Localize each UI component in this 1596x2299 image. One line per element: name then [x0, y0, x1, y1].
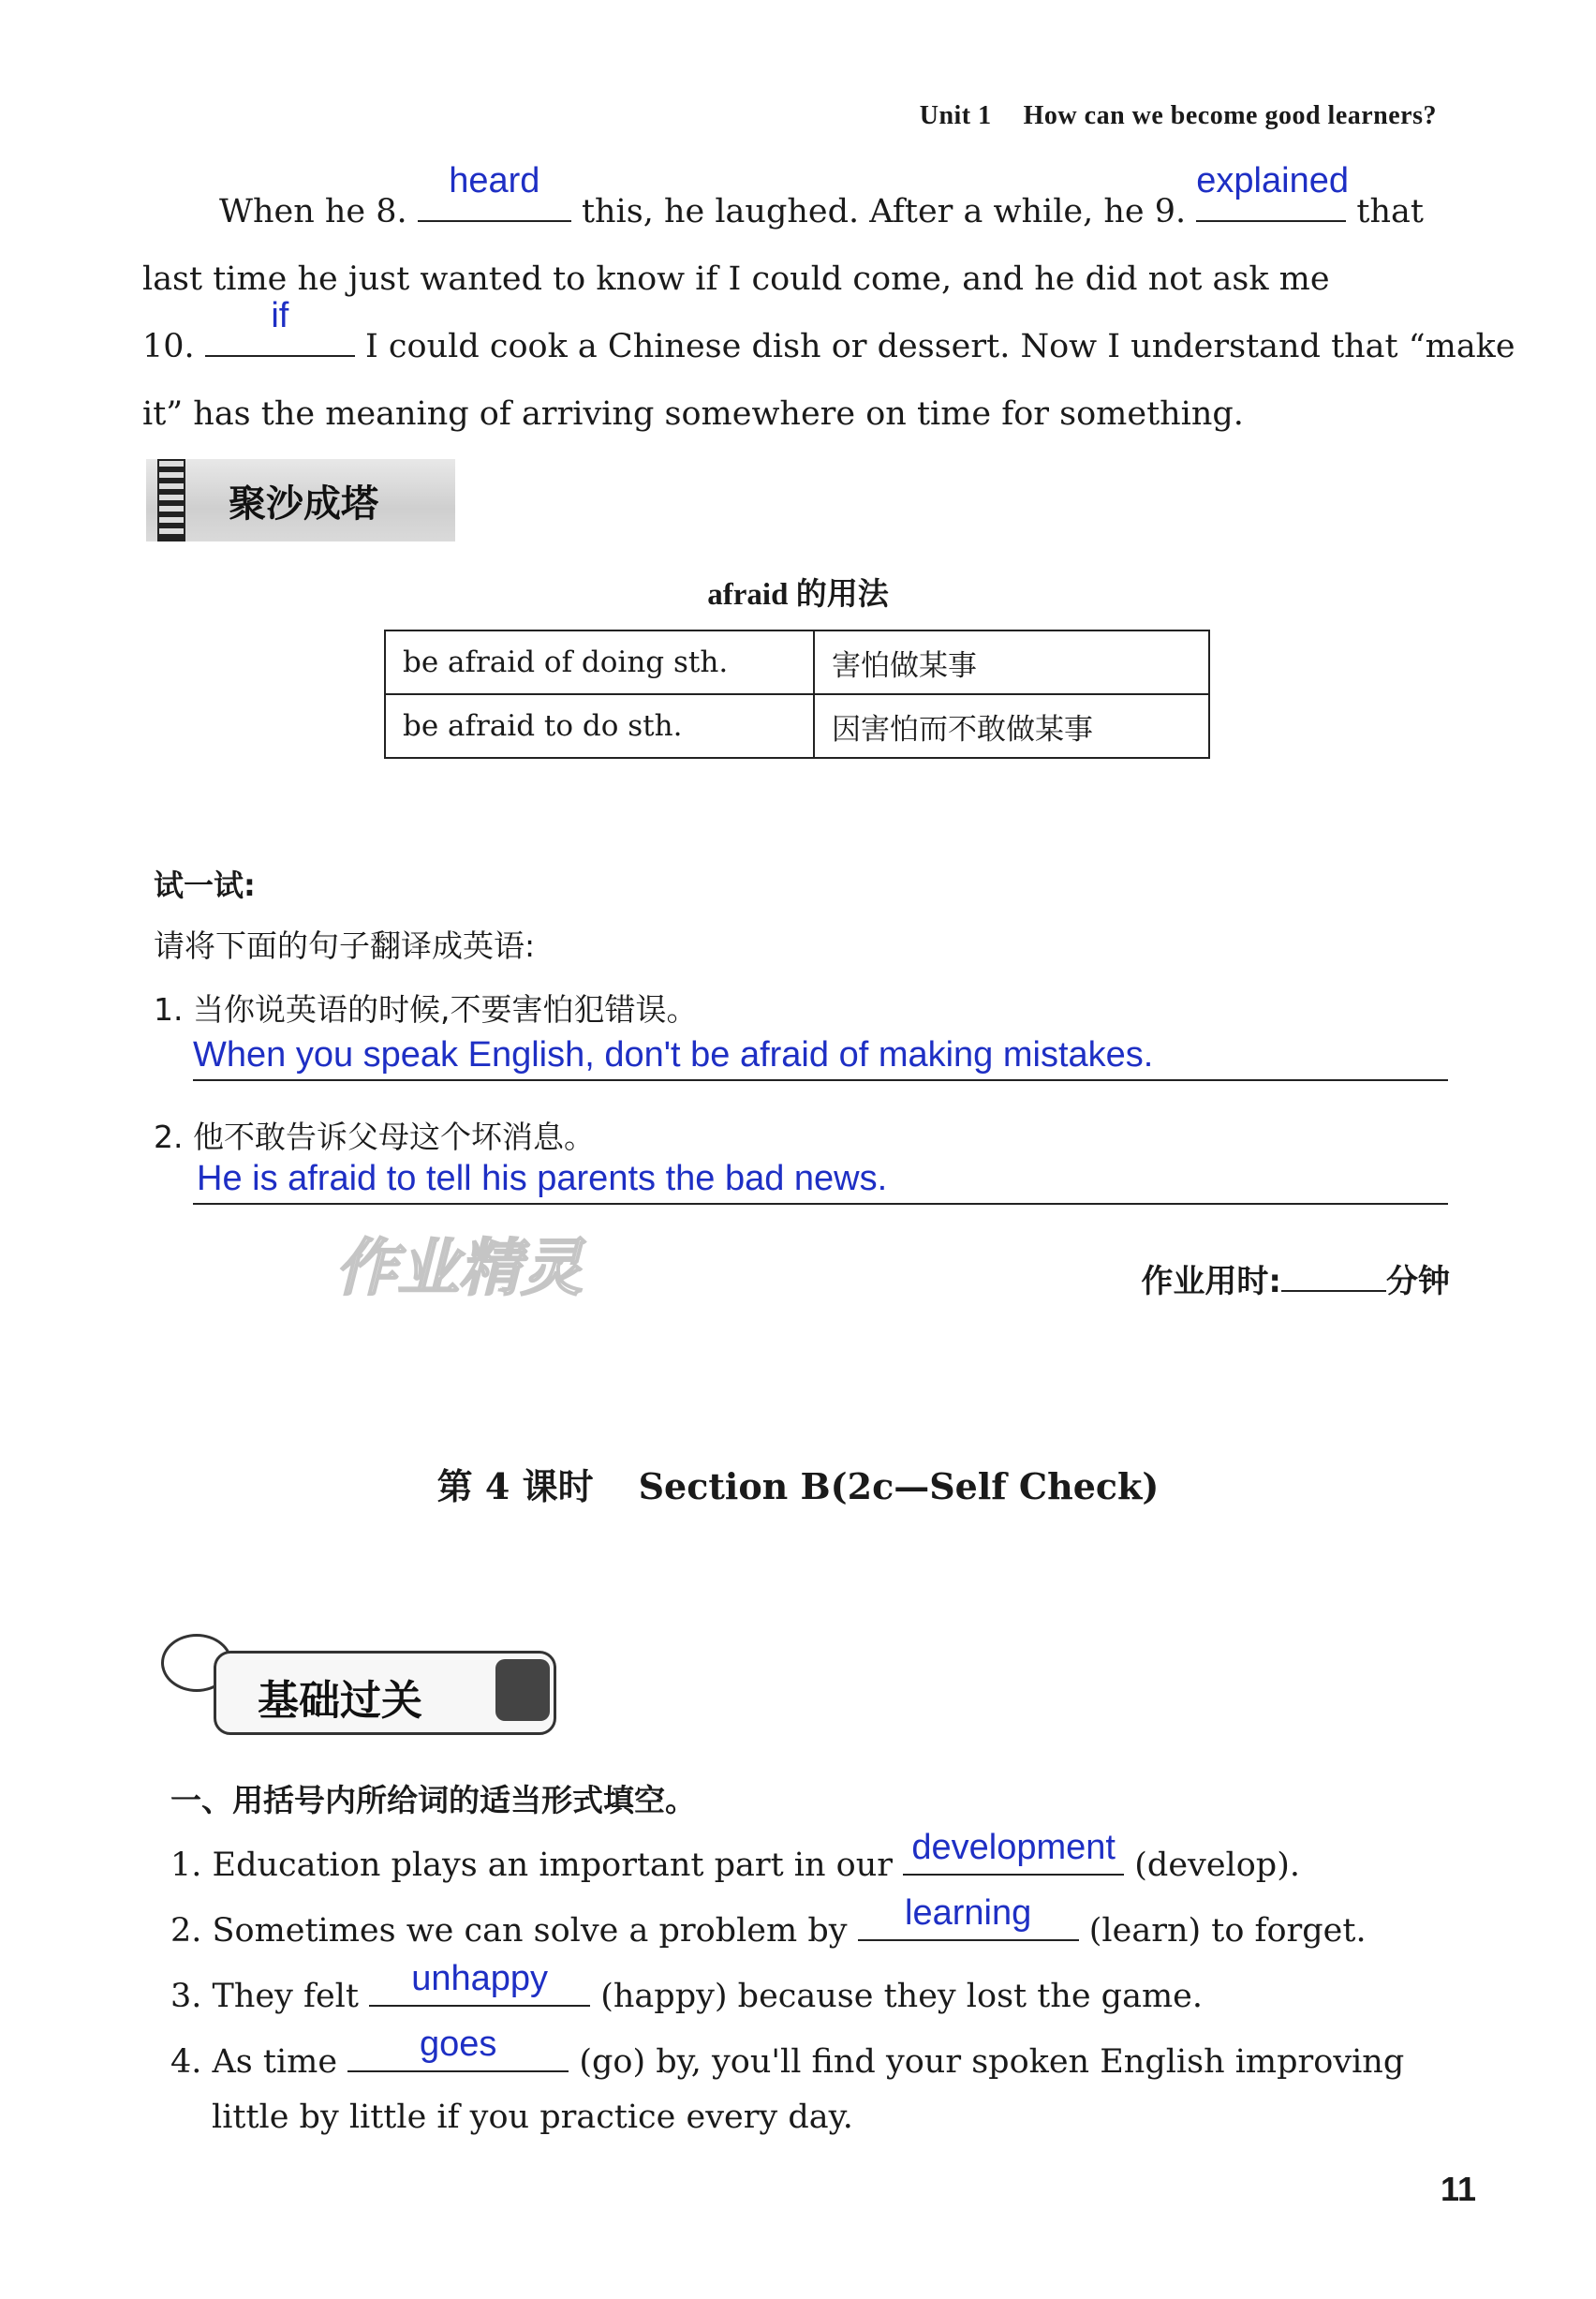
table-cell-en: be afraid to do sth. [385, 694, 814, 758]
watermark: 作业精灵 [335, 1232, 583, 1304]
lesson-number: 第 4 课时 [436, 1465, 594, 1507]
exercise-text: 3. They felt [170, 1978, 359, 2015]
answer-line-2[interactable] [193, 1158, 1448, 1205]
exercise-item-3 [170, 1959, 1203, 2015]
banner-jichuguoguan [161, 1634, 573, 1746]
answer-9: explained [1196, 161, 1349, 200]
lesson-section: Section B(2c—Self Check) [638, 1465, 1160, 1507]
try-heading: 试一试: [154, 868, 256, 903]
running-header [920, 101, 1437, 131]
usage-table-title: afraid 的用法 [707, 578, 889, 612]
blank-ex-1[interactable] [903, 1828, 1124, 1876]
exercise-title: 一、用括号内所给词的适当形式填空。 [170, 1782, 696, 1818]
passage-text: When he 8. [219, 193, 407, 230]
answer-10: if [271, 296, 289, 335]
usage-table [384, 630, 1210, 759]
answer-line-1[interactable] [193, 1034, 1448, 1081]
exercise-text: 1. Education plays an important part in our [170, 1847, 893, 1884]
passage-text: that [1356, 193, 1424, 230]
banner-stripe-decoration [157, 459, 185, 541]
blank-ex-3[interactable] [369, 1959, 590, 2007]
passage-line-1 [219, 161, 1424, 245]
header-title: How can we become good learners? [1023, 101, 1437, 130]
exercise-item-4 [170, 2025, 1405, 2081]
banner-jushachengta [146, 459, 455, 541]
answer-ex-2: learning [905, 1893, 1032, 1933]
passage-text: I could cook a Chinese dish or dessert. Now I understand that “make [364, 328, 1515, 365]
banner-title: 聚沙成塔 [229, 482, 378, 526]
table-cell-en: be afraid of doing sth. [385, 630, 814, 694]
table-row [385, 630, 1209, 694]
passage-line-2: last time he just wanted to know if I could come, and he did not ask me [142, 260, 1330, 298]
lesson-title [0, 1458, 1596, 1509]
exercise-text: (go) by, you'll find your spoken English improving [579, 2043, 1405, 2081]
try-instruction: 请将下面的句子翻译成英语: [154, 927, 536, 964]
header-unit: Unit 1 [919, 101, 992, 130]
answer-text-2: He is afraid to tell his parents the bad news. [197, 1159, 888, 1198]
answer-ex-1: development [911, 1828, 1116, 1867]
table-cell-cn: 害怕做某事 [814, 630, 1209, 694]
answer-text-1: When you speak English, don't be afraid of making mistakes. [193, 1035, 1154, 1075]
exercise-text: (learn) to forget. [1088, 1912, 1367, 1950]
tag-shape [214, 1651, 556, 1735]
answer-8: heard [449, 161, 540, 200]
passage-text: this, he laughed. After a while, he 9. [581, 193, 1187, 230]
time-used [1141, 1255, 1450, 1301]
passage-line-4: it” has the meaning of arriving somewhere on time for something. [142, 395, 1244, 433]
time-used-label: 作业用时: [1141, 1263, 1281, 1300]
answer-ex-4: goes [419, 2025, 497, 2064]
time-used-unit: 分钟 [1386, 1263, 1450, 1300]
try-prompt-2: 2. 他不敢告诉父母这个坏消息。 [154, 1119, 595, 1155]
exercise-item-2 [170, 1893, 1367, 1950]
table-cell-cn: 因害怕而不敢做某事 [814, 694, 1209, 758]
banner-title: 基础过关 [258, 1677, 422, 1725]
try-prompt-1: 1. 当你说英语的时候,不要害怕犯错误。 [154, 991, 698, 1028]
exercise-item-1 [170, 1828, 1300, 1884]
blank-8[interactable] [418, 161, 571, 222]
passage-text: 10. [142, 328, 195, 365]
answer-ex-3: unhappy [411, 1959, 548, 1998]
blank-10[interactable] [205, 296, 355, 357]
page-number [1441, 2170, 1476, 2209]
exercise-text: 4. As time [170, 2043, 338, 2081]
passage-line-3 [142, 296, 1515, 380]
exercise-text: 2. Sometimes we can solve a problem by [170, 1912, 848, 1950]
tag-end-decoration [495, 1659, 550, 1721]
blank-9[interactable] [1196, 161, 1349, 222]
table-row [385, 694, 1209, 758]
exercise-continuation: little by little if you practice every day. [212, 2099, 853, 2136]
blank-ex-4[interactable] [347, 2025, 569, 2072]
page-number-text: 11 [1440, 2170, 1476, 2208]
exercise-text: (happy) because they lost the game. [600, 1978, 1203, 2015]
blank-ex-2[interactable] [858, 1893, 1079, 1941]
time-used-blank[interactable] [1281, 1262, 1386, 1292]
exercise-text: (develop). [1134, 1847, 1300, 1884]
